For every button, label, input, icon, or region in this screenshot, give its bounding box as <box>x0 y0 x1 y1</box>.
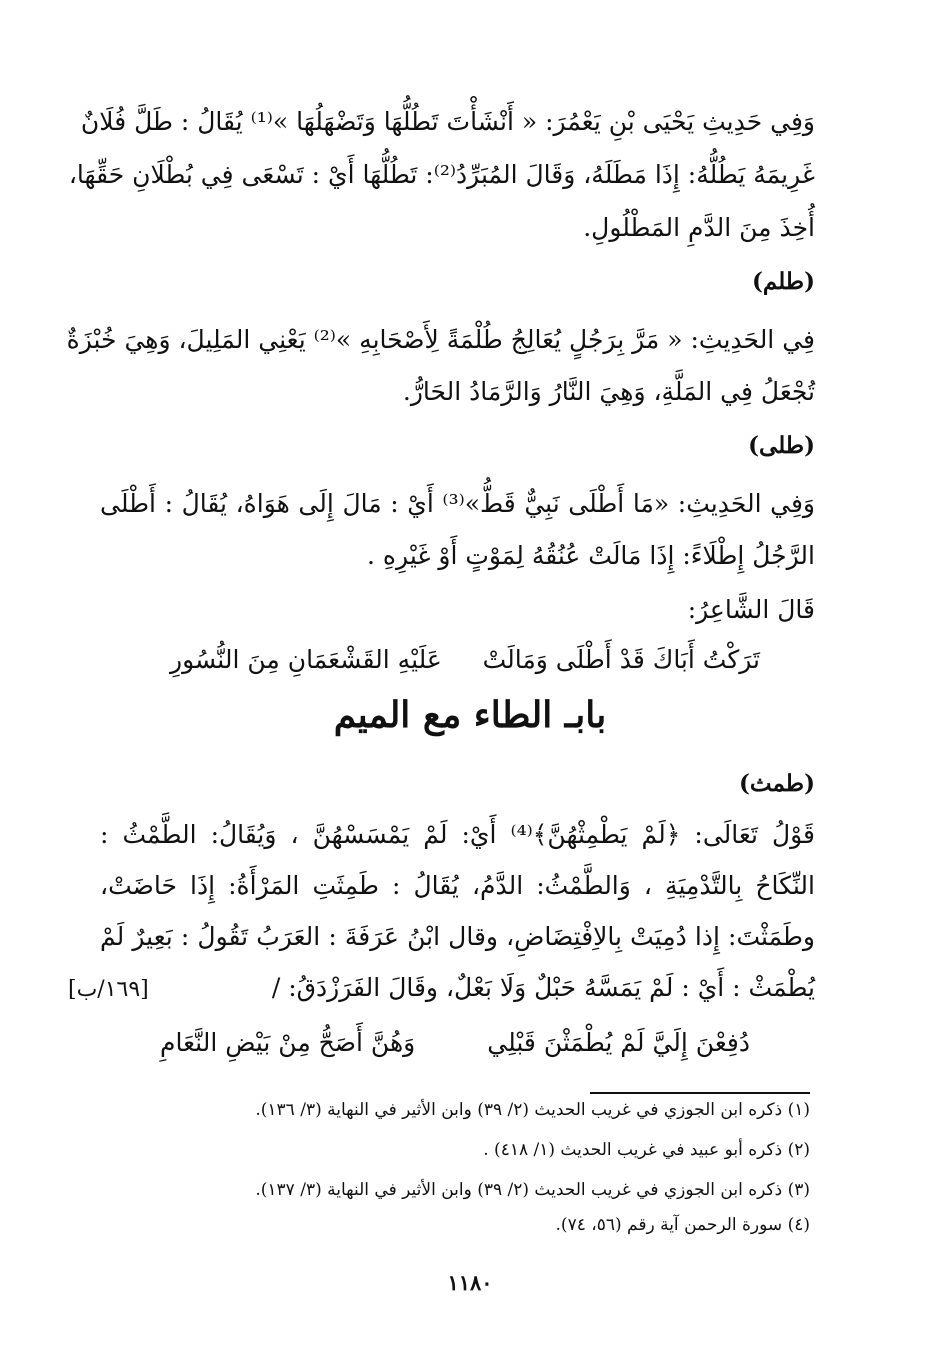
text-line: أُخِذَ مِنَ الدَّمِ المَطْلُولِ. <box>583 213 815 242</box>
text-line: يُطْمَثْ : أَيْ : لَمْ يَمَسَّهُ حَبْلٌ وَلَا بَعْلٌ، وقَالَ الفَرَزْدَقُ: / <box>271 973 815 1002</box>
text-line: النِّكَاحُ بِالتَّدْمِيَةِ ، وَالطَّمْثُ: الدَّمُ، يُقَالُ : طَمِثَتِ المَرْأَةُ: إِذَا حَاضَتْ، <box>100 871 815 900</box>
verse-hemistich-left: وَهُنَّ أَصَحُّ مِنْ بَيْضِ النَّعَامِ <box>160 1028 416 1057</box>
footnote-divider <box>590 1092 810 1094</box>
text-line: الرَّجُلُ إِطْلَاءً: إِذَا مَالَتْ عُنُقُهُ لِمَوْتٍ أَوْ غَيْرِهِ . <box>367 541 815 570</box>
verse-hemistich-right: دُفِعْنَ إِلَيَّ لَمْ يُطْمَثْنَ قَبْلِي <box>487 1028 750 1057</box>
text-line: قَوْلُ تَعَالَى: ﴿لَمْ يَطْمِثْهُنَّ﴾⁽⁴⁾ أَيْ: لَمْ يَمْسَسْهُنَّ ، وَيُقَالُ: الطَّمْثُ : <box>100 820 816 849</box>
text-line: وَفِي الحَدِيثِ: «مَا أَطْلَى نَبِيٌّ قَطُّ»⁽³⁾ أَيْ : مَالَ إِلَى هَوَاهُ، يُقَالُ : أَطْلَى <box>100 489 815 518</box>
text-line: وطَمَثْتَ: إِذا دُمِيَتْ بِالاِفْتِضَاضِ، وقال ابْنُ عَرَفَةَ : العَرَبُ تَقُولُ : بَعِيرٌ لَمْ <box>100 922 815 951</box>
text-line: وَفِي حَدِيثِ يَحْيَى بْنِ يَعْمُرَ: « أَنْشَأْتَ تَطُلُّهَا وَتَضْهَلُهَا »⁽¹⁾ يُقَالُ : طَلَّ فُلَانٌ <box>80 107 815 136</box>
manuscript-folio-marker: [١٦٩/ب] <box>68 977 149 1002</box>
text-line: فِي الحَدِيثِ: « مَرَّ بِرَجُلٍ يُعَالِجُ طُلْمَةً لِأَصْحَابِهِ »⁽²⁾ يَعْنِي المَلِيلَ، وَهِيَ خُبْزَةٌ <box>66 325 815 354</box>
entry-heading-talam: (طلم) <box>752 268 815 295</box>
page-number: ١١٨٠ <box>447 1270 493 1295</box>
entry-heading-tamath: (طمث) <box>739 770 815 797</box>
section-title: بابـ الطاء مع الميم <box>333 694 607 736</box>
footnote: (٤) سورة الرحمن آية رقم (٥٦، ٧٤). <box>555 1215 810 1235</box>
footnote: (٣) ذكره ابن الجوزي في غريب الحديث (٢/ ٣٩) وابن الأثير في النهاية (٣/ ١٣٧). <box>255 1180 810 1200</box>
verse-hemistich-left: عَلَيْهِ القَشْعَمَانِ مِنَ النُّسُورِ <box>170 645 442 674</box>
text-line: تُجْعَلُ فِي المَلَّةِ، وَهِيَ النَّارُ وَالرَّمَادُ الحَارُّ. <box>402 377 815 406</box>
entry-heading-tala: (طلى) <box>748 432 815 459</box>
text-line: قَالَ الشَّاعِرُ: <box>687 595 815 624</box>
footnote: (١) ذكره ابن الجوزي في غريب الحديث (٢/ ٣٩) وابن الأثير في النهاية (٣/ ١٣٦). <box>255 1100 810 1120</box>
footnote: (٢) ذكره أبو عبيد في غريب الحديث (١/ ٤١٨) . <box>483 1140 810 1160</box>
text-line: غَرِيمَهُ يَطُلُّهُ: إِذَا مَطَلَهُ، وَقَالَ المُبَرِّدُ⁽²⁾: تَطُلُّهَا أَيْ : تَسْعَى فِي بُطْلَانِ حَقِّهَا، <box>68 160 815 189</box>
verse-hemistich-right: تَرَكْتُ أَبَاكَ قَدْ أَطْلَى وَمَالَتْ <box>482 645 760 674</box>
